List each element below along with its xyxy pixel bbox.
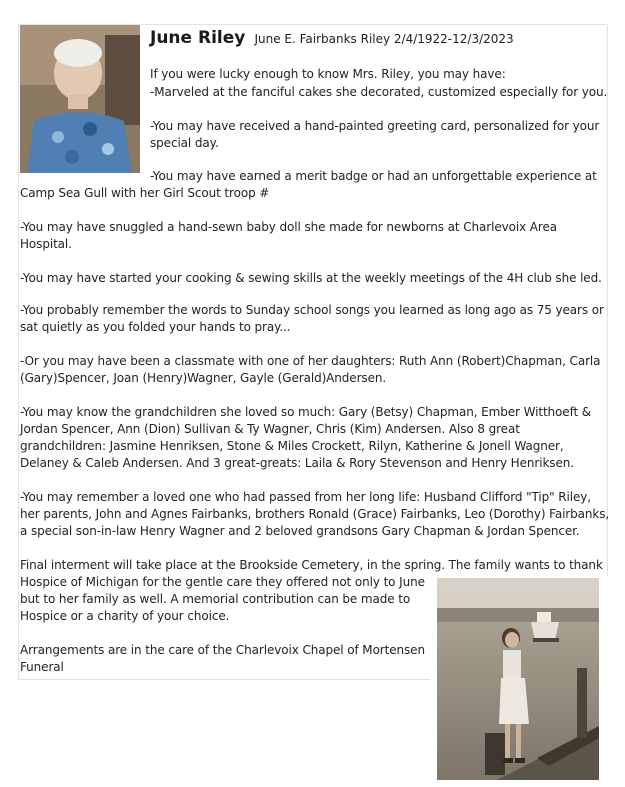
paragraph-line: -You may have earned a merit badge or had an unforgettable experience at bbox=[150, 169, 597, 183]
paragraph-line: Hospice of Michigan for the gentle care they offered not only to June bbox=[20, 575, 425, 589]
paragraph-line: -You may remember a loved one who had passed from her long life: Husband Clifford "Tip" Riley, bbox=[20, 490, 591, 504]
paragraph-line: -You may have snuggled a hand-sewn baby doll she made for newborns at Charlevoix Area bbox=[20, 220, 558, 234]
portrait-photo-elderly bbox=[20, 25, 140, 173]
paragraph-line: -You may have started your cooking & sewing skills at the weekly meetings of the 4H club she led. bbox=[20, 271, 602, 285]
paragraph-line: sat quietly as you folded your hands to pray... bbox=[20, 320, 291, 334]
paragraph-line: but to her family as well. A memorial contribution can be made to bbox=[20, 592, 411, 606]
deceased-name: June Riley bbox=[150, 28, 246, 48]
paragraph-line: Delaney & Caleb Andersen. And 3 great-greats: Laila & Rory Stevenson and Henry Henriksen. bbox=[20, 456, 574, 470]
paragraph-line: If you were lucky enough to know Mrs. Riley, you may have: bbox=[150, 67, 506, 81]
paragraph-line: -You may have received a hand-painted greeting card, personalized for your bbox=[150, 119, 600, 133]
paragraph-line: Hospice or a charity of your choice. bbox=[20, 609, 230, 623]
paragraph-line: a special son-in-law Henry Wagner and 2 beloved grandsons Gary Chapman & Jordan Spencer. bbox=[20, 524, 580, 538]
full-name-dates: June E. Fairbanks Riley 2/4/1922-12/3/2023 bbox=[254, 32, 514, 46]
paragraph-line: grandchildren: Jasmine Henriksen, Stone & Miles Crockett, Rilyn, Katherine & Jonell Wagner, bbox=[20, 439, 564, 453]
paragraph-line: her parents, John and Agnes Fairbanks, brothers Ronald (Grace) Fairbanks, Leo (Dorothy) Fairbanks, bbox=[20, 507, 610, 521]
paragraph-line: -You may know the grandchildren she loved so much: Gary (Betsy) Chapman, Ember Witthoeft & bbox=[20, 405, 592, 419]
paragraph-line: Hospital. bbox=[20, 237, 72, 251]
paragraph-line: -Marveled at the fanciful cakes she decorated, customized especially for you. bbox=[150, 85, 608, 99]
obituary-header bbox=[150, 28, 514, 48]
paragraph-line: Funeral bbox=[20, 660, 64, 674]
paragraph-line: Jordan Spencer, Ann (Dion) Sullivan & Ty Wagner, Chris (Kim) Andersen. Also 8 great bbox=[20, 422, 520, 436]
paragraph-line: special day. bbox=[150, 136, 219, 150]
paragraph-line: Camp Sea Gull with her Girl Scout troop # bbox=[20, 186, 270, 200]
vintage-photo-dock bbox=[437, 578, 599, 780]
paragraph-line: -You probably remember the words to Sunday school songs you learned as long ago as 75 years or bbox=[20, 303, 604, 317]
paragraph-line: -Or you may have been a classmate with one of her daughters: Ruth Ann (Robert)Chapman, Carla bbox=[20, 354, 601, 368]
paragraph-line: Final interment will take place at the Brookside Cemetery, in the spring. The family wants to thank bbox=[20, 558, 603, 572]
paragraph-line: (Gary)Spencer, Joan (Henry)Wagner, Gayle (Gerald)Andersen. bbox=[20, 371, 387, 385]
paragraph-line: Arrangements are in the care of the Charlevoix Chapel of Mortensen bbox=[20, 643, 425, 657]
